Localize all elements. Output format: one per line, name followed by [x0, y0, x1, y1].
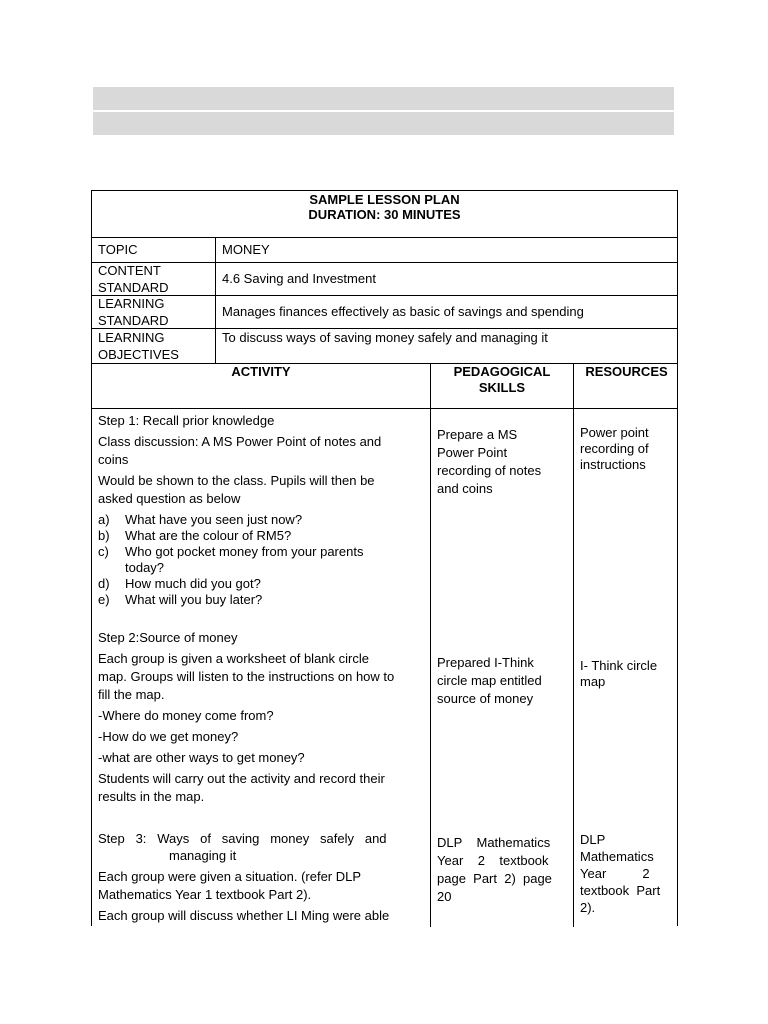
step3-pedagogical-line-1: DLP Mathematics	[437, 835, 551, 850]
step2-closing-line-1: Students will carry out the activity and record their	[98, 771, 385, 786]
list-marker: b)	[98, 528, 110, 543]
step3-resources-line-4: textbook Part	[580, 883, 661, 898]
list-item	[98, 592, 424, 608]
step1-para1	[98, 433, 424, 469]
step2-pedagogical	[437, 654, 567, 708]
pedagogical-header-line-2: SKILLS	[478, 380, 526, 395]
step1-question-list	[98, 512, 424, 608]
step2-resources-line-1: I- Think circle	[580, 658, 658, 673]
step3-resources-line-3: Year 2	[580, 866, 650, 881]
step1-pedagogical-line-1: Prepare a MS	[437, 427, 518, 442]
step2-para1-line-3: fill the map.	[98, 687, 165, 702]
step3-para1-line-1: Each group were given a situation. (refer DLP	[98, 869, 362, 884]
content-standard-value: 4.6 Saving and Investment	[222, 271, 376, 286]
list-item-text: Who got pocket money from your parents	[125, 544, 364, 559]
content-standard-label-line-1: CONTENT	[98, 263, 161, 278]
pedagogical-skills-header	[431, 364, 573, 396]
list-item	[98, 544, 424, 576]
step1-para2	[98, 472, 424, 508]
content-standard-label	[98, 262, 169, 296]
title-line-1: SAMPLE LESSON PLAN	[309, 192, 460, 207]
list-marker: d)	[98, 576, 110, 591]
pedagogical-header-line-1: PEDAGOGICAL	[453, 364, 551, 379]
step3-para2: Each group will discuss whether LI Ming were able	[98, 908, 390, 923]
step2-resources	[580, 658, 672, 690]
learning-standard-label	[98, 295, 169, 329]
step1-pedagogical-line-4: and coins	[437, 481, 493, 496]
header-shaded-bar-2	[93, 112, 674, 135]
step3-heading-line-2: managing it	[169, 848, 237, 863]
topic-value: MONEY	[222, 242, 270, 257]
step3-heading-line-1: Step 3: Ways of saving money safely and	[98, 831, 387, 846]
step1-pedagogical-line-2: Power Point	[437, 445, 508, 460]
step2-resources-line-2: map	[580, 674, 606, 689]
content-standard-label-line-2: STANDARD	[98, 280, 169, 295]
step1-resources-line-2: recording of	[580, 441, 649, 456]
step1-heading: Step 1: Recall prior knowledge	[98, 413, 275, 428]
step2-q2: -How do we get money?	[98, 729, 239, 744]
list-item	[98, 576, 424, 592]
step1-pedagogical-line-3: recording of notes	[437, 463, 542, 478]
step1-resources-line-3: instructions	[580, 457, 646, 472]
list-marker: c)	[98, 544, 109, 559]
step3-para1-line-2: Mathematics Year 1 textbook Part 2).	[98, 887, 312, 902]
step2-closing-line-2: results in the map.	[98, 789, 205, 804]
step2-q1: -Where do money come from?	[98, 708, 274, 723]
list-item-text: What are the colour of RM5?	[125, 528, 292, 543]
learning-objectives-label	[98, 329, 179, 363]
step1-para2-line-1: Would be shown to the class. Pupils will then be	[98, 473, 375, 488]
step1-resources	[580, 425, 672, 473]
step3-resources-line-1: DLP	[580, 832, 606, 847]
step3-resources-line-5: 2).	[580, 900, 596, 915]
step1-resources-line-1: Power point	[580, 425, 649, 440]
step1-para1-line-2: coins	[98, 452, 129, 467]
step1-para2-line-2: asked question as below	[98, 491, 241, 506]
step3-pedagogical-line-4: 20	[437, 889, 452, 904]
step2-pedagogical-line-3: source of money	[437, 691, 534, 706]
list-marker: a)	[98, 512, 110, 527]
step3-para1	[98, 868, 424, 904]
step2-pedagogical-line-1: Prepared I-Think	[437, 655, 534, 670]
list-item-text: How much did you got?	[125, 576, 261, 591]
learning-objectives-value: To discuss ways of saving money safely and managing it	[222, 330, 548, 345]
step3-resources	[580, 831, 672, 916]
learning-standard-value: Manages finances effectively as basic of savings and spending	[222, 304, 584, 319]
list-item-text: What will you buy later?	[125, 592, 263, 607]
lesson-plan-table	[91, 190, 678, 926]
step3-pedagogical-line-3: page Part 2) page	[437, 871, 552, 886]
list-item-text: What have you seen just now?	[125, 512, 303, 527]
step3-resources-line-2: Mathematics	[580, 849, 654, 864]
list-item	[98, 512, 424, 528]
step1-pedagogical	[437, 426, 567, 498]
activity-header: ACTIVITY	[231, 364, 291, 379]
list-marker: e)	[98, 592, 110, 607]
learning-objectives-label-line-2: OBJECTIVES	[98, 347, 179, 362]
step2-closing	[98, 770, 424, 806]
header-shaded-bar	[93, 87, 674, 110]
step3-pedagogical	[437, 834, 567, 906]
step3-pedagogical-line-2: Year 2 textbook	[437, 853, 549, 868]
topic-label: TOPIC	[98, 242, 138, 257]
step2-para1-line-2: map. Groups will listen to the instructions on how to	[98, 669, 395, 684]
step1-para1-line-1: Class discussion: A MS Power Point of notes and	[98, 434, 382, 449]
step2-para1	[98, 650, 424, 704]
learning-objectives-label-line-1: LEARNING	[98, 330, 165, 345]
step2-pedagogical-line-2: circle map entitled	[437, 673, 542, 688]
step2-para1-line-1: Each group is given a worksheet of blank circle	[98, 651, 369, 666]
lesson-plan-title	[92, 192, 677, 222]
list-item-text-cont: today?	[125, 560, 165, 575]
step2-q3: -what are other ways to get money?	[98, 750, 305, 765]
learning-standard-label-line-2: STANDARD	[98, 313, 169, 328]
resources-header: RESOURCES	[585, 364, 668, 379]
title-line-2: DURATION: 30 MINUTES	[308, 207, 461, 222]
step2-heading: Step 2:Source of money	[98, 630, 238, 645]
list-item	[98, 528, 424, 544]
step3-heading	[98, 830, 424, 864]
learning-standard-label-line-1: LEARNING	[98, 296, 165, 311]
